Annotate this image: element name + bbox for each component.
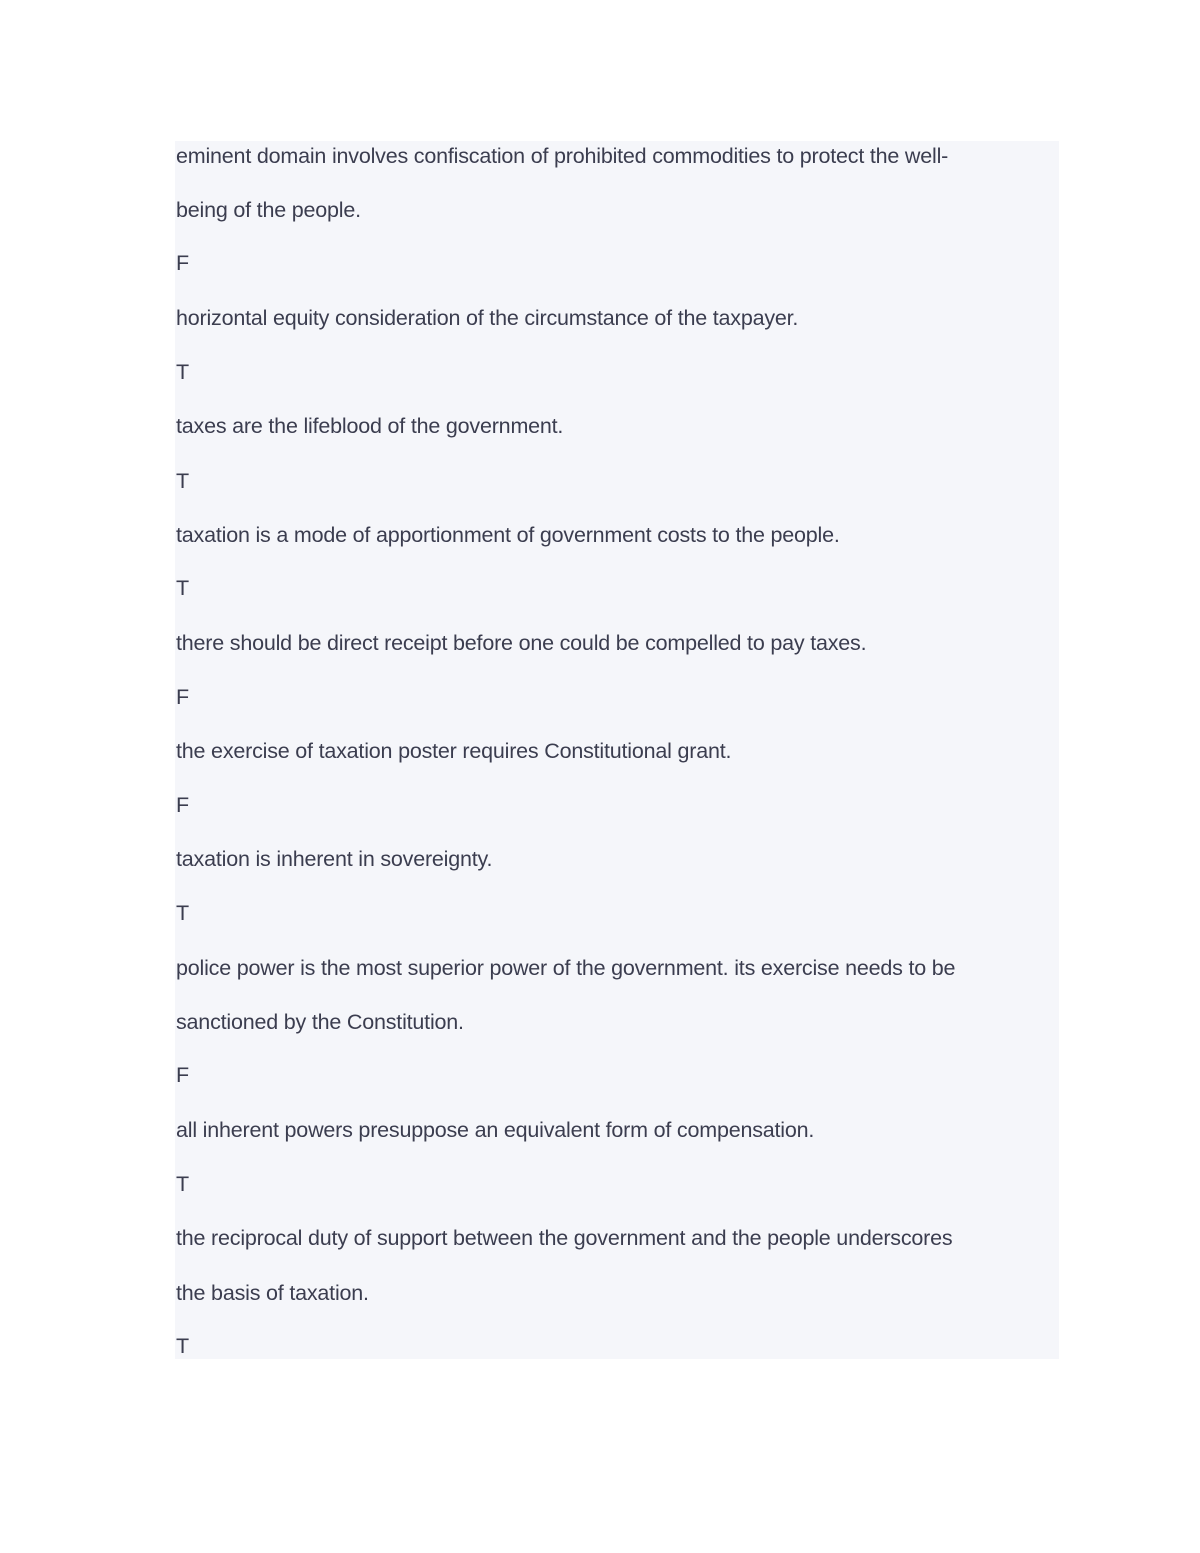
text-line: eminent domain involves confiscation of prohibited commodities to protect the well-	[176, 144, 949, 168]
text-line: the reciprocal duty of support between the government and the people underscores	[176, 1226, 953, 1250]
text-line: taxation is a mode of apportionment of government costs to the people.	[176, 523, 840, 547]
text-line: all inherent powers presuppose an equivalent form of compensation.	[176, 1118, 815, 1142]
text-line: being of the people.	[176, 198, 361, 222]
answer-line: T	[176, 469, 189, 493]
answer-line: F	[176, 1063, 189, 1087]
answer-line: T	[176, 1172, 189, 1196]
text-line: the basis of taxation.	[176, 1281, 369, 1305]
answer-line: F	[176, 685, 189, 709]
text-line: sanctioned by the Constitution.	[176, 1010, 464, 1034]
answer-line: T	[176, 360, 189, 384]
answer-line: T	[176, 1334, 189, 1358]
answer-line: F	[176, 251, 189, 275]
document-content	[175, 141, 1059, 1359]
answer-line: F	[176, 793, 189, 817]
text-line: the exercise of taxation poster requires Constitutional grant.	[176, 739, 732, 763]
text-line: taxation is inherent in sovereignty.	[176, 847, 493, 871]
text-line: horizontal equity consideration of the circumstance of the taxpayer.	[176, 306, 799, 330]
answer-line: T	[176, 576, 189, 600]
answer-line: T	[176, 901, 189, 925]
text-line: there should be direct receipt before one could be compelled to pay taxes.	[176, 631, 867, 655]
text-line: police power is the most superior power of the government. its exercise needs to be	[176, 956, 956, 980]
text-line: taxes are the lifeblood of the government.	[176, 414, 564, 438]
